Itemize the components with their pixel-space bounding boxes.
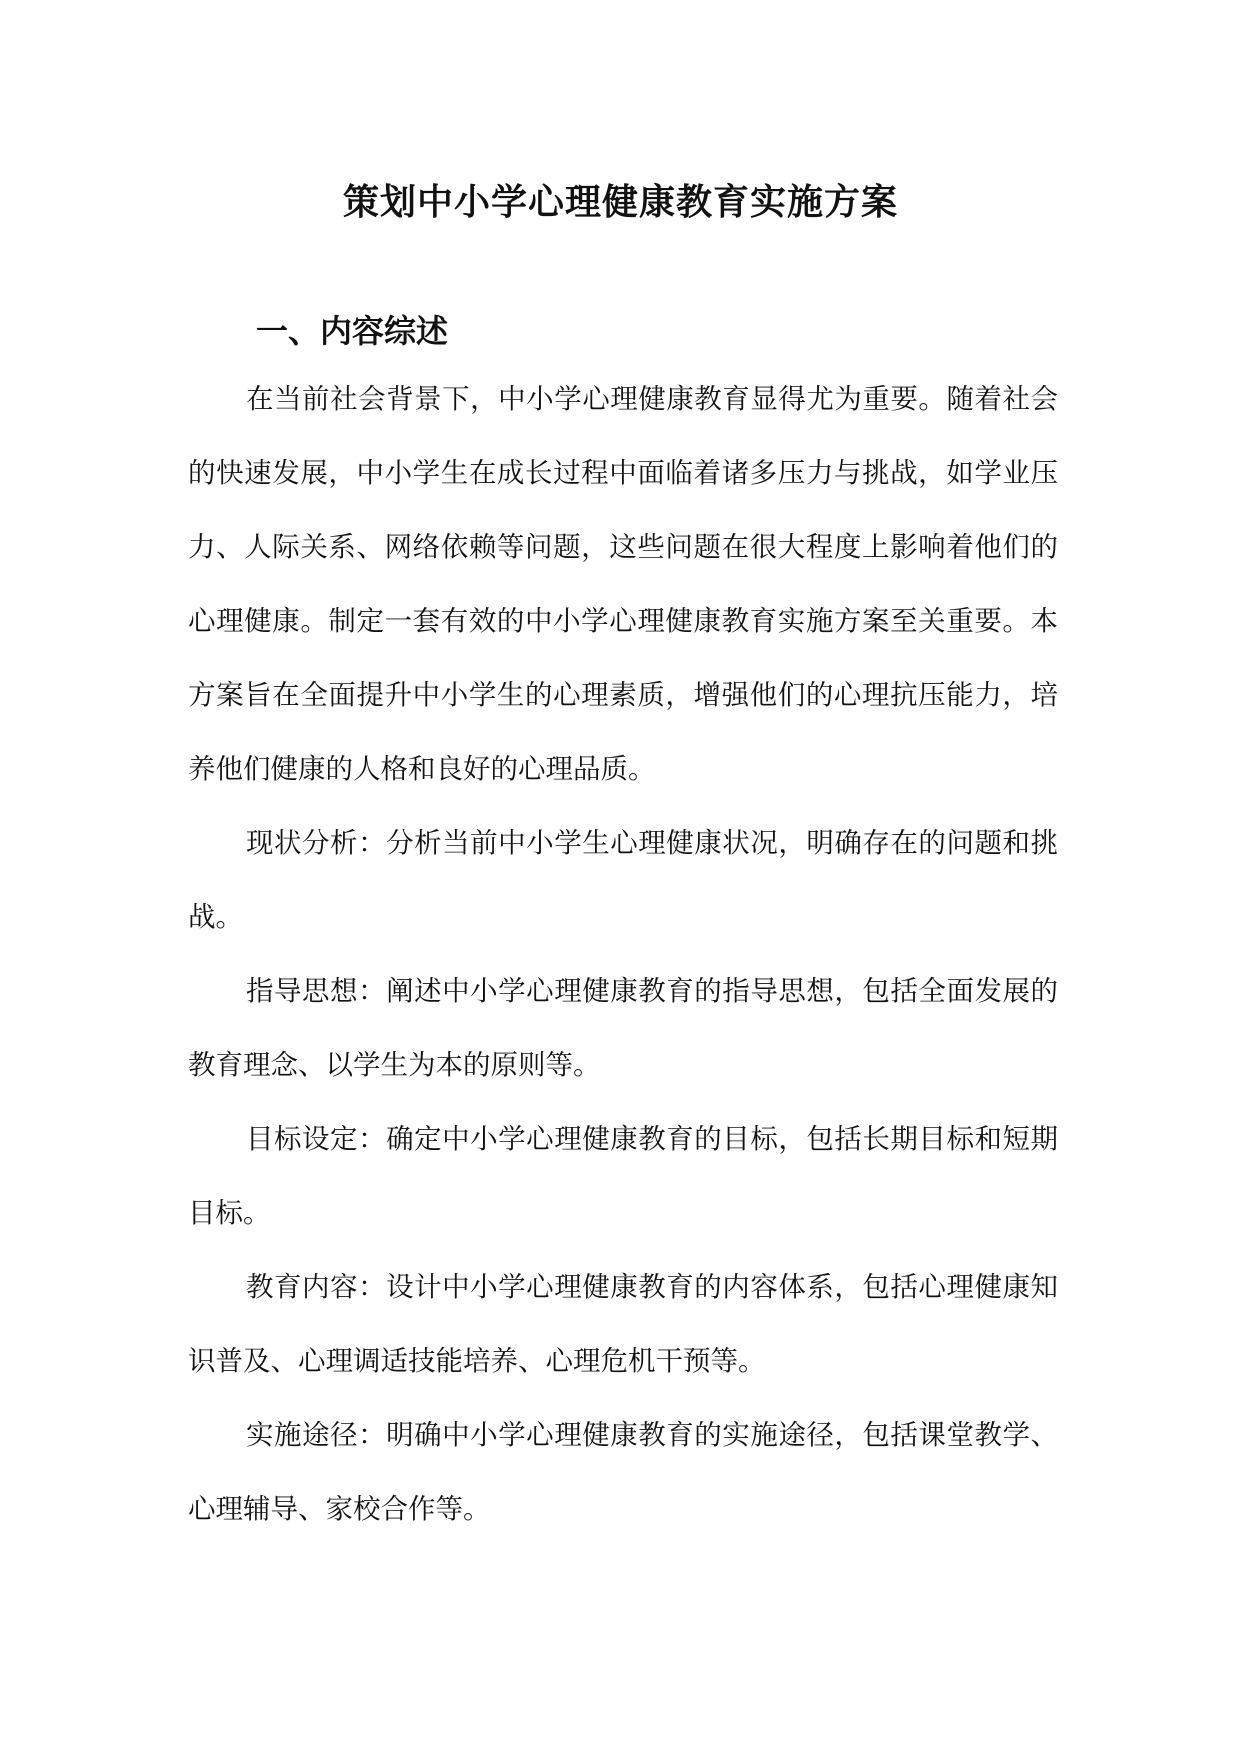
paragraph-implementation-path: 实施途径：明确中小学心理健康教育的实施途径，包括课堂教学、心理辅导、家校合作等。 (188, 1419, 1058, 1525)
paragraph-education-content: 教育内容：设计中小学心理健康教育的内容体系，包括心理健康知识普及、心理调适技能培养、心理危机干预等。 (188, 1271, 1058, 1377)
paragraph-goal-setting: 目标设定：确定中小学心理健康教育的目标，包括长期目标和短期目标。 (188, 1123, 1058, 1229)
paragraph-status-analysis: 现状分析：分析当前中小学生心理健康状况，明确存在的问题和挑战。 (188, 827, 1058, 933)
paragraph-overview: 在当前社会背景下，中小学心理健康教育显得尤为重要。随着社会的快速发展，中小学生在成长过程中面临着诸多压力与挑战，如学业压力、人际关系、网络依赖等问题，这些问题在很大程度上影响着他们的心理健康。制定一套有效的中小学心理健康教育实施方案至关重要。本方案旨在全面提升中小学生的心理素质，增强他们的心理抗压能力，培养他们健康的人格和良好的心理品质。 (188, 383, 1058, 785)
paragraph-guiding-ideology: 指导思想：阐述中小学心理健康教育的指导思想，包括全面发展的教育理念、以学生为本的原则等。 (188, 975, 1058, 1081)
document-body (188, 362, 1058, 1546)
document-title: 策划中小学心理健康教育实施方案 (342, 181, 898, 224)
section-heading: 一、内容综述 (256, 311, 449, 350)
